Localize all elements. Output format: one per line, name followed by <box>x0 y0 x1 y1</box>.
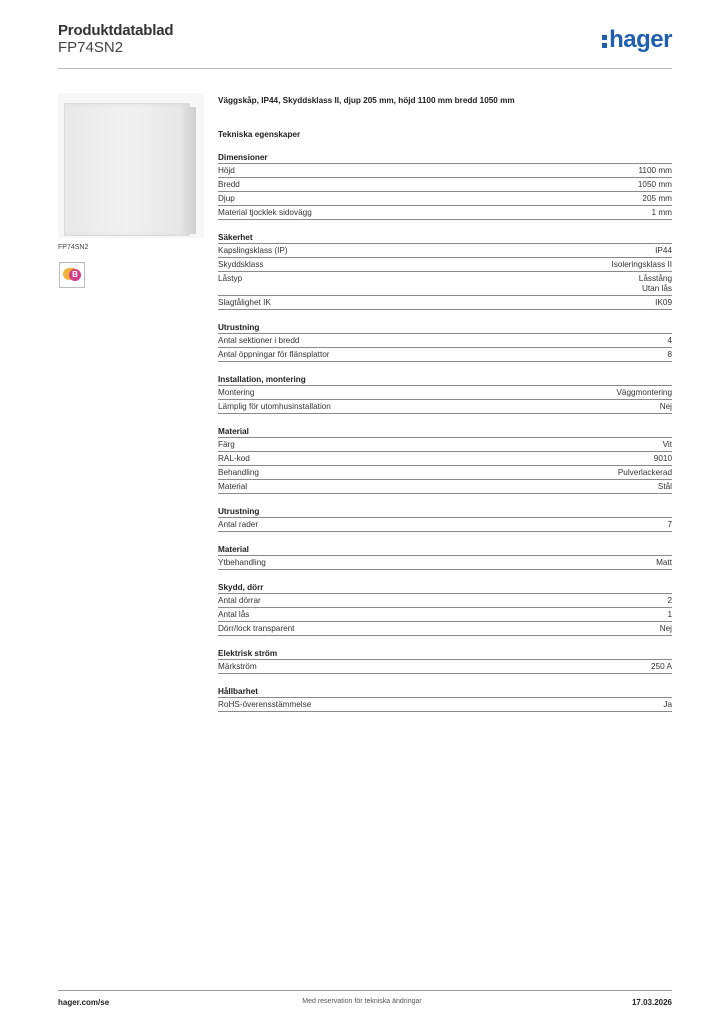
section-title: Skydd, dörr <box>218 582 672 594</box>
header-divider <box>58 68 672 69</box>
spec-sections <box>218 152 672 712</box>
spec-value <box>638 166 672 176</box>
product-description: Väggskåp, IP44, Skyddsklass II, djup 205 mm, höjd 1100 mm bredd 1050 mm <box>218 96 515 105</box>
spec-value-line: 1 <box>667 610 672 619</box>
spec-row <box>218 400 672 414</box>
spec-section <box>218 648 672 674</box>
spec-value <box>667 350 672 360</box>
section-title: Hållbarhet <box>218 686 672 698</box>
footer-disclaimer: Med reservation för tekniska ändringar <box>302 998 422 1005</box>
spec-section <box>218 544 672 570</box>
spec-label: Bredd <box>218 180 240 189</box>
spec-section <box>218 686 672 712</box>
spec-value-line: IP44 <box>655 246 672 255</box>
document-title: Produktdatablad <box>58 22 174 39</box>
spec-section <box>218 426 672 494</box>
spec-label: RoHS-överensstämmelse <box>218 700 312 709</box>
spec-value-line: Utan lås <box>641 284 672 293</box>
spec-value <box>663 700 672 710</box>
logo-text: hager <box>609 26 672 53</box>
spec-section <box>218 232 672 310</box>
spec-value-line: 1100 mm <box>638 166 672 175</box>
product-code: FP74SN2 <box>58 39 124 56</box>
spec-value <box>667 596 672 606</box>
spec-value <box>663 440 672 450</box>
spec-row <box>218 164 672 178</box>
spec-value <box>655 246 672 256</box>
spec-row <box>218 594 672 608</box>
section-title: Elektrisk ström <box>218 648 672 660</box>
spec-value-line: Isoleringsklass II <box>611 260 672 269</box>
spec-label: Antal rader <box>218 520 259 529</box>
section-title: Säkerhet <box>218 232 672 244</box>
spec-label: RAL-kod <box>218 454 250 463</box>
spec-label: Höjd <box>218 166 235 175</box>
spec-label: Kapslingsklass (IP) <box>218 246 288 255</box>
spec-value-line: Väggmontering <box>616 388 672 397</box>
spec-value <box>651 662 672 672</box>
footer-date: 17.03.2026 <box>631 998 672 1007</box>
spec-row <box>218 608 672 622</box>
section-title: Dimensioner <box>218 152 672 164</box>
spec-label: Skyddsklass <box>218 260 264 269</box>
spec-value-line: Låsstång <box>638 274 672 283</box>
spec-row <box>218 244 672 258</box>
spec-label: Behandling <box>218 468 259 477</box>
product-image-caption: FP74SN2 <box>58 244 89 251</box>
section-title: Utrustning <box>218 322 672 334</box>
product-image <box>58 93 204 238</box>
footer-divider <box>58 990 672 991</box>
footer-website: hager.com/se <box>58 998 110 1007</box>
spec-value-line: 205 mm <box>642 194 672 203</box>
spec-row <box>218 480 672 494</box>
spec-value-line: 7 <box>667 520 672 529</box>
cabinet-front <box>64 103 190 236</box>
spec-row <box>218 386 672 400</box>
section-title: Utrustning <box>218 506 672 518</box>
spec-value-line: Nej <box>659 624 672 633</box>
spec-value <box>638 180 672 190</box>
cabinet-side <box>188 107 196 234</box>
spec-label: Färg <box>218 440 235 449</box>
spec-value-line: Stål <box>657 482 672 491</box>
spec-value <box>660 624 672 634</box>
spec-value <box>655 298 672 308</box>
badge-disc: B <box>69 269 81 281</box>
spec-value <box>667 520 672 530</box>
spec-row <box>218 660 672 674</box>
spec-row <box>218 556 672 570</box>
spec-value-line: 250 A <box>651 662 672 671</box>
spec-label: Material tjocklek sidovägg <box>218 208 312 217</box>
spec-label: Montering <box>218 388 255 397</box>
spec-value-line: Vit <box>662 440 672 449</box>
spec-value-line: IK09 <box>655 298 672 307</box>
spec-row <box>218 698 672 712</box>
spec-value-line: 4 <box>667 336 672 345</box>
spec-value-line: 8 <box>667 350 672 359</box>
spec-label: Lämplig för utomhusinstallation <box>218 402 331 411</box>
spec-value <box>618 468 672 478</box>
spec-value-line: Matt <box>656 558 672 567</box>
spec-value <box>639 274 672 294</box>
rohs-compliance-icon <box>59 262 85 288</box>
spec-content <box>218 96 672 724</box>
spec-value <box>654 454 672 464</box>
spec-row <box>218 258 672 272</box>
spec-value-line: 1050 mm <box>637 180 672 189</box>
spec-row <box>218 296 672 310</box>
spec-row <box>218 452 672 466</box>
spec-value-line: 2 <box>667 596 672 605</box>
spec-value <box>611 260 672 270</box>
spec-row <box>218 348 672 362</box>
spec-value <box>642 194 672 204</box>
spec-row <box>218 438 672 452</box>
spec-label: Material <box>218 482 248 491</box>
spec-label: Dörr/lock transparent <box>218 624 295 633</box>
spec-label: Djup <box>218 194 235 203</box>
spec-label: Antal dörrar <box>218 596 261 605</box>
spec-label: Märkström <box>218 662 257 671</box>
spec-row <box>218 466 672 480</box>
spec-label: Ytbehandling <box>218 558 266 567</box>
spec-row <box>218 272 672 296</box>
spec-value-line: 1 mm <box>651 208 672 217</box>
spec-row <box>218 622 672 636</box>
spec-value <box>667 336 672 346</box>
section-title: Material <box>218 426 672 438</box>
spec-label: Antal lås <box>218 610 250 619</box>
spec-row <box>218 334 672 348</box>
spec-label: Antal sektioner i bredd <box>218 336 300 345</box>
spec-label: Antal öppningar för flänsplattor <box>218 350 330 359</box>
spec-value-line: Pulverlackerad <box>617 468 672 477</box>
tech-properties-title: Tekniska egenskaper <box>218 130 301 139</box>
spec-value-line: Nej <box>659 402 672 411</box>
spec-section <box>218 152 672 220</box>
hager-logo <box>602 26 672 54</box>
spec-label: Slagtålighet IK <box>218 298 271 307</box>
spec-value <box>667 610 672 620</box>
spec-value <box>660 402 672 412</box>
page-header <box>58 22 672 68</box>
spec-row <box>218 206 672 220</box>
spec-section <box>218 582 672 636</box>
section-title: Installation, montering <box>218 374 672 386</box>
spec-row <box>218 178 672 192</box>
spec-row <box>218 518 672 532</box>
spec-label: Låstyp <box>218 274 243 283</box>
logo-colon-icon <box>602 32 607 48</box>
spec-value <box>652 208 672 218</box>
section-title: Material <box>218 544 672 556</box>
spec-value <box>616 388 672 398</box>
spec-value <box>656 558 672 568</box>
spec-section <box>218 322 672 362</box>
spec-section <box>218 374 672 414</box>
spec-section <box>218 506 672 532</box>
spec-value-line: Ja <box>663 700 672 709</box>
spec-value <box>658 482 672 492</box>
spec-value-line: 9010 <box>653 454 672 463</box>
spec-row <box>218 192 672 206</box>
